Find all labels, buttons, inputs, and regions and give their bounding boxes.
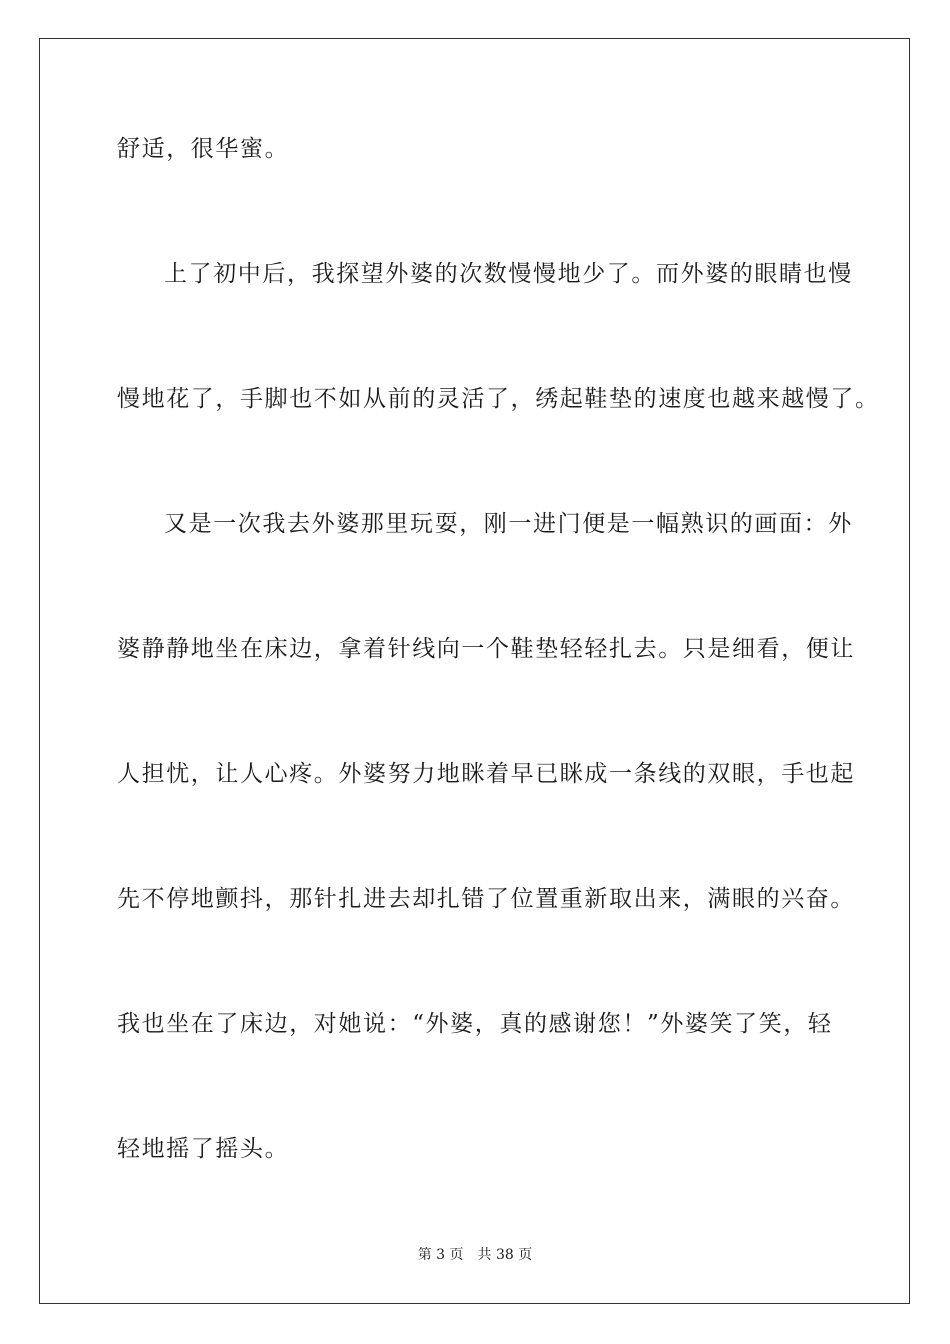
text-line: 人担忧，让人心疼。外婆努力地眯着早已眯成一条线的双眼，手也起 [117,761,855,787]
text-line: 慢地花了，手脚也不如从前的灵活了，绣起鞋垫的速度也越来越慢了。 [117,386,880,412]
total-pages: 共 38 页 [477,1247,533,1263]
page-footer [0,1246,950,1264]
text-line: 舒适，很华蜜。 [117,136,290,162]
paragraph-first-line: 上了初中后，我探望外婆的次数慢慢地少了。而外婆的眼睛也慢 [164,261,853,287]
text-line: 婆静静地坐在床边，拿着针线向一个鞋垫轻轻扎去。只是细看，便让 [117,636,855,662]
page-number: 第 3 页 [417,1247,464,1263]
paragraph-first-line: 又是一次我去外婆那里玩耍，刚一进门便是一幅熟识的画面：外 [164,511,853,537]
text-line: 我也坐在了床边，对她说：“外婆，真的感谢您！”外婆笑了笑，轻 [117,1011,833,1037]
text-line: 轻地摇了摇头。 [117,1136,290,1162]
page-border [39,38,910,1304]
text-line: 先不停地颤抖，那针扎进去却扎错了位置重新取出来，满眼的兴奋。 [117,886,855,912]
